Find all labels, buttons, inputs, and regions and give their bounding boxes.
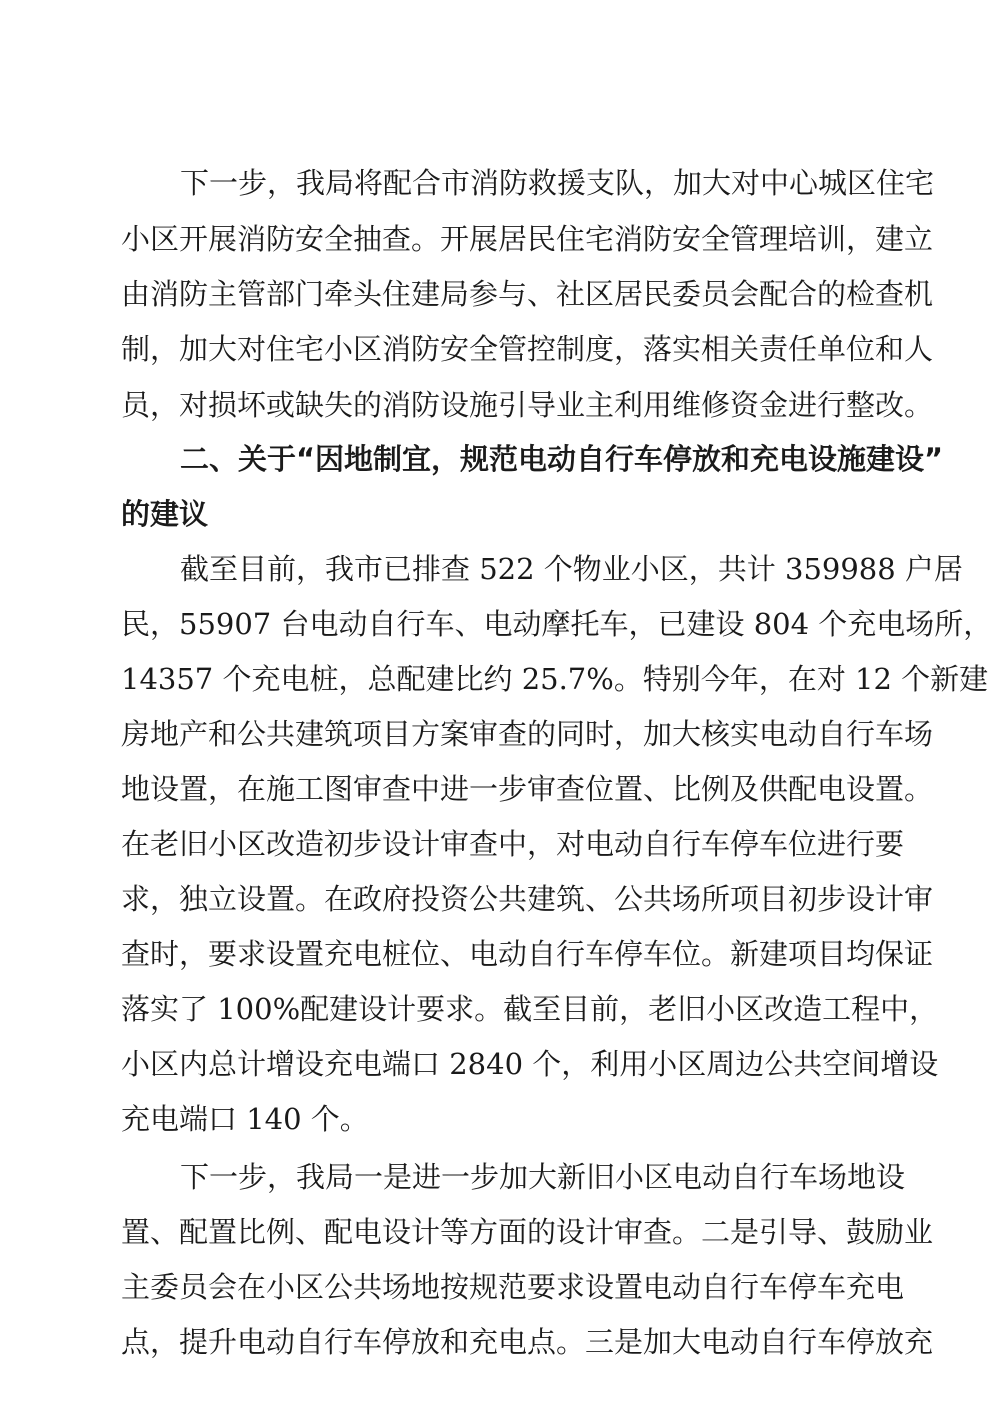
paragraph-2-line-7: 求，独立设置。在政府投资公共建筑、公共场所项目初步设计审 (121, 882, 934, 916)
section-heading-line-1: 二、关于“因地制宜，规范电动自行车停放和充电设施建设” (180, 442, 944, 476)
paragraph-2-line-2: 民，55907 台电动自行车、电动摩托车，已建设 804 个充电场所， (121, 607, 993, 641)
paragraph-2-line-1: 截至目前，我市已排查 522 个物业小区，共计 359988 户居 (180, 552, 963, 586)
paragraph-3-line-4: 点，提升电动自行车停放和充电点。三是加大电动自行车停放充 (121, 1325, 934, 1359)
paragraph-1-line-1: 下一步，我局将配合市消防救援支队，加大对中心城区住宅 (180, 166, 935, 200)
paragraph-2-line-10: 小区内总计增设充电端口 2840 个，利用小区周边公共空间增设 (121, 1047, 939, 1081)
paragraph-1-line-4: 制，加大对住宅小区消防安全管控制度，落实相关责任单位和人 (121, 332, 934, 366)
paragraph-3-line-1: 下一步，我局一是进一步加大新旧小区电动自行车场地设 (180, 1160, 906, 1194)
paragraph-2-line-8: 查时，要求设置充电桩位、电动自行车停车位。新建项目均保证 (121, 937, 934, 971)
paragraph-2-line-4: 房地产和公共建筑项目方案审查的同时，加大核实电动自行车场 (121, 717, 934, 751)
paragraph-2-line-6: 在老旧小区改造初步设计审查中，对电动自行车停车位进行要 (121, 827, 905, 861)
paragraph-2-line-11: 充电端口 140 个。 (121, 1102, 369, 1136)
paragraph-2-line-3: 14357 个充电桩，总配建比约 25.7%。特别今年，在对 12 个新建 (121, 662, 989, 696)
section-heading-line-2: 的建议 (121, 497, 209, 531)
paragraph-2-line-5: 地设置，在施工图审查中进一步审查位置、比例及供配电设置。 (121, 772, 934, 806)
paragraph-2-line-9: 落实了 100%配建设计要求。截至目前，老旧小区改造工程中， (121, 992, 939, 1026)
paragraph-1-line-5: 员，对损坏或缺失的消防设施引导业主利用维修资金进行整改。 (121, 388, 934, 422)
paragraph-3-line-3: 主委员会在小区公共场地按规范要求设置电动自行车停车充电 (121, 1270, 905, 1304)
paragraph-1-line-2: 小区开展消防安全抽查。开展居民住宅消防安全管理培训，建立 (121, 222, 934, 256)
paragraph-3-line-2: 置、配置比例、配电设计等方面的设计审查。二是引导、鼓励业 (121, 1215, 934, 1249)
paragraph-1-line-3: 由消防主管部门牵头住建局参与、社区居民委员会配合的检查机 (121, 277, 934, 311)
